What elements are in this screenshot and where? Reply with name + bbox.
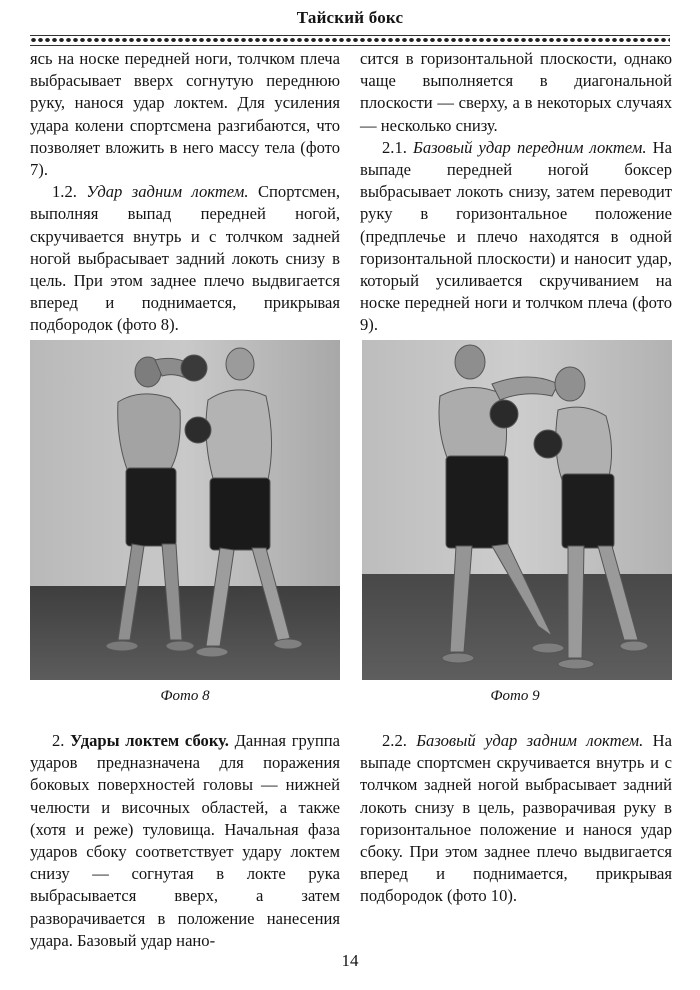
running-head-title: Тайский бокс [296,8,404,27]
photo-8-image [30,340,340,680]
paragraph-rear-elbow-strike [30,181,340,336]
paragraph-continuation: сится в горизонтальной плоскости, однако чаще выполняется в диагональной плоскости — сверху, а в некоторых случаях — несколько снизу. [360,49,672,135]
photo-8-caption: Фото 8 [160,688,210,704]
section-text: На выпаде спортсмен скручивается внутрь и с толчком задней ногой выбрасывает задний локоть снизу в цель, разворачивая руку в горизонтальное положение и нанося удар сбоку. При этом заднее плечо выдвигается вперед и поднимается, прикрывая подбородок (фото 10). [360,731,672,906]
photo-9-image [362,340,672,680]
section-title: Базовый удар задним локтем. [416,731,644,750]
photo-8-illustration [30,340,340,680]
paragraph-rear-elbow-basic [360,730,672,908]
section-number: 2.1. [382,137,414,157]
photo-9-illustration [362,340,672,680]
paragraph-front-elbow-basic [360,137,672,337]
photo-9-caption: Фото 9 [490,688,540,704]
section-title: Базовый удар передним локтем. [413,137,647,157]
section-number: 2. [52,731,71,750]
paragraph-side-elbow-strikes [30,730,340,952]
column-left-bottom [30,730,340,952]
paragraph-continuation: ясь на носке передней ноги, толчком плеча выбрасывает вверх согнутую переднюю руку, нанося удар локтем. Для усиления удара колени спортсмена разгибаются, что позволяет вложить в него массу тела (фото 7). [30,49,340,180]
section-number: 2.2. [382,731,417,750]
header-ornament-rule [30,35,670,46]
column-right-bottom [360,730,672,908]
section-text: Данная группа ударов предназначена для поражения боковых поверхностей головы — нижней челюсти и височных областей, а также (хотя и реже) туловища. Начальная фаза ударов сбоку соответствует удару локтем снизу — согнутая в локте рука выбрасывается вверх, а затем разворачивается в положение нанесения удара. Базовый удар нано- [30,731,341,950]
page-number: 14 [341,951,359,970]
column-left-top [30,48,340,337]
column-right-top [360,48,672,337]
section-text: На выпаде передней ногой боксер выбрасывает локоть снизу, затем переводит руку в горизонтальное положение (предплечье и плечо находятся в одной горизонтальной плоскости) и наносит удар, который усиливается скручиванием на носке передней ноги и толчком плеча (фото 9). [360,137,673,335]
section-title: Удар задним локтем. [86,182,249,202]
section-title: Удары локтем сбоку. [70,731,229,750]
section-text: Спортсмен, выполняя выпад передней ногой, скручивается внутрь и с толчком задней ногой выбрасывает задний локоть снизу в цель. При этом заднее плечо выдвигается вперед и поднимается, прикрывая подбородок (фото 8). [30,182,341,335]
section-number: 1.2. [52,182,87,202]
